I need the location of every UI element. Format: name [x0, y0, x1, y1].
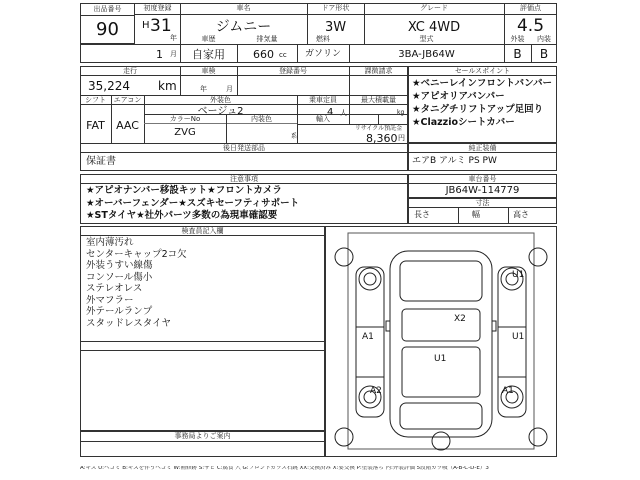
- color-suffix: 系: [291, 133, 298, 140]
- car-diagram-section: [325, 226, 557, 457]
- exterior-color-label: 外装色: [210, 96, 231, 104]
- capacity-unit: 人: [340, 109, 347, 117]
- damage-mark: A1: [502, 386, 514, 396]
- sales-point-item: ★ベニーレインフロントバンパー: [412, 78, 552, 89]
- usage-type: 自家用: [192, 48, 225, 61]
- shift-type: FAT: [86, 119, 105, 132]
- max-load-label: 最大積載量: [361, 96, 396, 104]
- displacement-label: 排気量: [256, 35, 278, 43]
- first-registration-label: 初度登録: [143, 4, 172, 12]
- sales-points-title: セールスポイント: [454, 67, 511, 75]
- damage-mark: U1: [512, 332, 525, 342]
- car-name-label: 車名: [236, 4, 251, 12]
- usage-label: 車歴: [201, 35, 216, 43]
- interior-grade: B: [539, 47, 549, 61]
- inspection-month-unit: 月: [226, 85, 233, 93]
- shift-label: シフト: [85, 96, 106, 104]
- damage-mark: U1: [434, 354, 447, 364]
- era-letter: H: [142, 20, 150, 31]
- office-info-title: 事務局よりご案内: [174, 432, 231, 440]
- exterior-color: ベージュ2: [197, 106, 244, 117]
- aircon-type: AAC: [116, 119, 139, 132]
- post-delivery-label: 後日発送部品: [223, 144, 265, 152]
- passenger-capacity: 4: [327, 107, 334, 118]
- doors-label: ドア形状: [321, 4, 350, 12]
- inspector-note: スタッドレスタイヤ: [86, 317, 172, 329]
- sales-point-item: ★アピオリアバンパー: [412, 91, 505, 102]
- model-code: 3BA-JB64W: [398, 49, 455, 60]
- car-name: ジムニー: [215, 19, 272, 35]
- registration-year-unit: 年: [170, 34, 177, 42]
- registration-year: 31: [150, 16, 172, 36]
- dimensions-title: 寸法: [475, 199, 490, 207]
- chassis-number: JB64W-114779: [445, 185, 520, 196]
- inspector-notes-list: [86, 237, 187, 329]
- registration-number-label: 登録番号: [279, 67, 307, 75]
- displacement-unit: cc: [279, 51, 287, 59]
- post-delivery-parts: 保証書: [86, 156, 116, 167]
- lot-number: 90: [96, 19, 119, 40]
- color-number-label: カラーNo: [169, 115, 201, 123]
- chassis-title: 車台番号: [468, 175, 497, 183]
- fuel-label: 燃料: [316, 35, 330, 43]
- recycle-fee-unit: 円: [398, 134, 405, 142]
- grade: XC 4WD: [407, 20, 461, 35]
- overall-score: 4.5: [516, 16, 545, 36]
- capacity-label: 乗車定員: [309, 96, 337, 104]
- inspector-note: ステレオレス: [86, 283, 143, 294]
- equipment-title: 純正装備: [468, 144, 497, 152]
- inspector-note: 外テールランプ: [86, 306, 153, 317]
- aircon-label: エアコン: [113, 96, 142, 104]
- note-item: ★オーバーフェンダー★スズキセーフティサポート: [86, 197, 300, 209]
- legend-text: A:キズ U:ヘコミ B:キズを伴うヘコミ W:補修跡 S:サビ C:腐食 穴 G:フロントガラス石跳 XX:交換済み X:要交換 P:塗装落ち 内:外装評価 5段階カラ吸（A-B-C-D-E）3: [80, 466, 489, 471]
- width-label: 幅: [472, 210, 480, 219]
- mileage: 35,224: [88, 79, 130, 93]
- length-label: 長さ: [414, 210, 430, 219]
- mileage-unit: km: [158, 79, 177, 93]
- exterior-label: 外装: [510, 35, 525, 43]
- registration-month-unit: 月: [170, 50, 177, 58]
- inspector-note: コンソール傷小: [86, 271, 153, 283]
- interior-label: 内装: [537, 35, 551, 43]
- fuel-type: ガソリン: [304, 49, 341, 59]
- max-load-unit: kg: [397, 109, 405, 116]
- sales-point-item: ★Clazzioシートカバー: [412, 117, 515, 128]
- note-item: ★アピオナンバー移設キット★フロントカメラ: [86, 185, 282, 196]
- inspector-notes-title: 検査員記入欄: [181, 227, 224, 235]
- car-diagram: [326, 227, 556, 456]
- recycle-request-label: 課徴請求: [364, 67, 393, 75]
- sales-points-list: [412, 77, 552, 129]
- height-label: 高さ: [513, 210, 529, 219]
- color-number: ZVG: [174, 127, 196, 138]
- standard-equipment: エアB アルミ PS PW: [412, 156, 497, 166]
- damage-mark: X2: [454, 314, 466, 324]
- damage-mark: A2: [370, 386, 382, 396]
- import-label: 輸入: [316, 115, 330, 123]
- interior-color-label: 内装色: [251, 115, 272, 123]
- inspector-note: 室内薄汚れ: [86, 237, 134, 248]
- inspector-note: 外装うすい線傷: [86, 260, 153, 271]
- note-item: ★STタイヤ★社外パーツ多数の為現車確認要: [86, 210, 278, 221]
- notes-title: 注意事項: [230, 175, 258, 183]
- displacement: 660: [253, 48, 274, 61]
- recycle-fee: 8,360: [366, 132, 398, 145]
- recycle-fee-label: リサイクル預託金: [354, 125, 403, 132]
- lot-number-label: 出品番号: [93, 5, 122, 13]
- registration-month: 1: [156, 48, 163, 61]
- inspector-note: 外マフラー: [86, 294, 134, 306]
- inspector-note: センターキャップ2コ欠: [86, 248, 187, 260]
- inspection-label: 車検: [201, 67, 216, 75]
- damage-mark: A1: [362, 332, 374, 342]
- exterior-grade: B: [513, 47, 522, 61]
- mileage-label: 走行: [123, 67, 137, 75]
- door-type: 3W: [324, 20, 347, 35]
- grade-label: グレード: [420, 4, 448, 12]
- inspection-year-unit: 年: [200, 85, 207, 93]
- lot-number-box: [80, 3, 135, 44]
- sales-point-item: ★タニグチリフトアップ足回り: [412, 104, 544, 115]
- notes-list: [86, 185, 299, 223]
- score-label: 評価点: [520, 4, 541, 12]
- damage-mark: U1: [512, 270, 525, 280]
- model-label: 型式: [419, 35, 434, 43]
